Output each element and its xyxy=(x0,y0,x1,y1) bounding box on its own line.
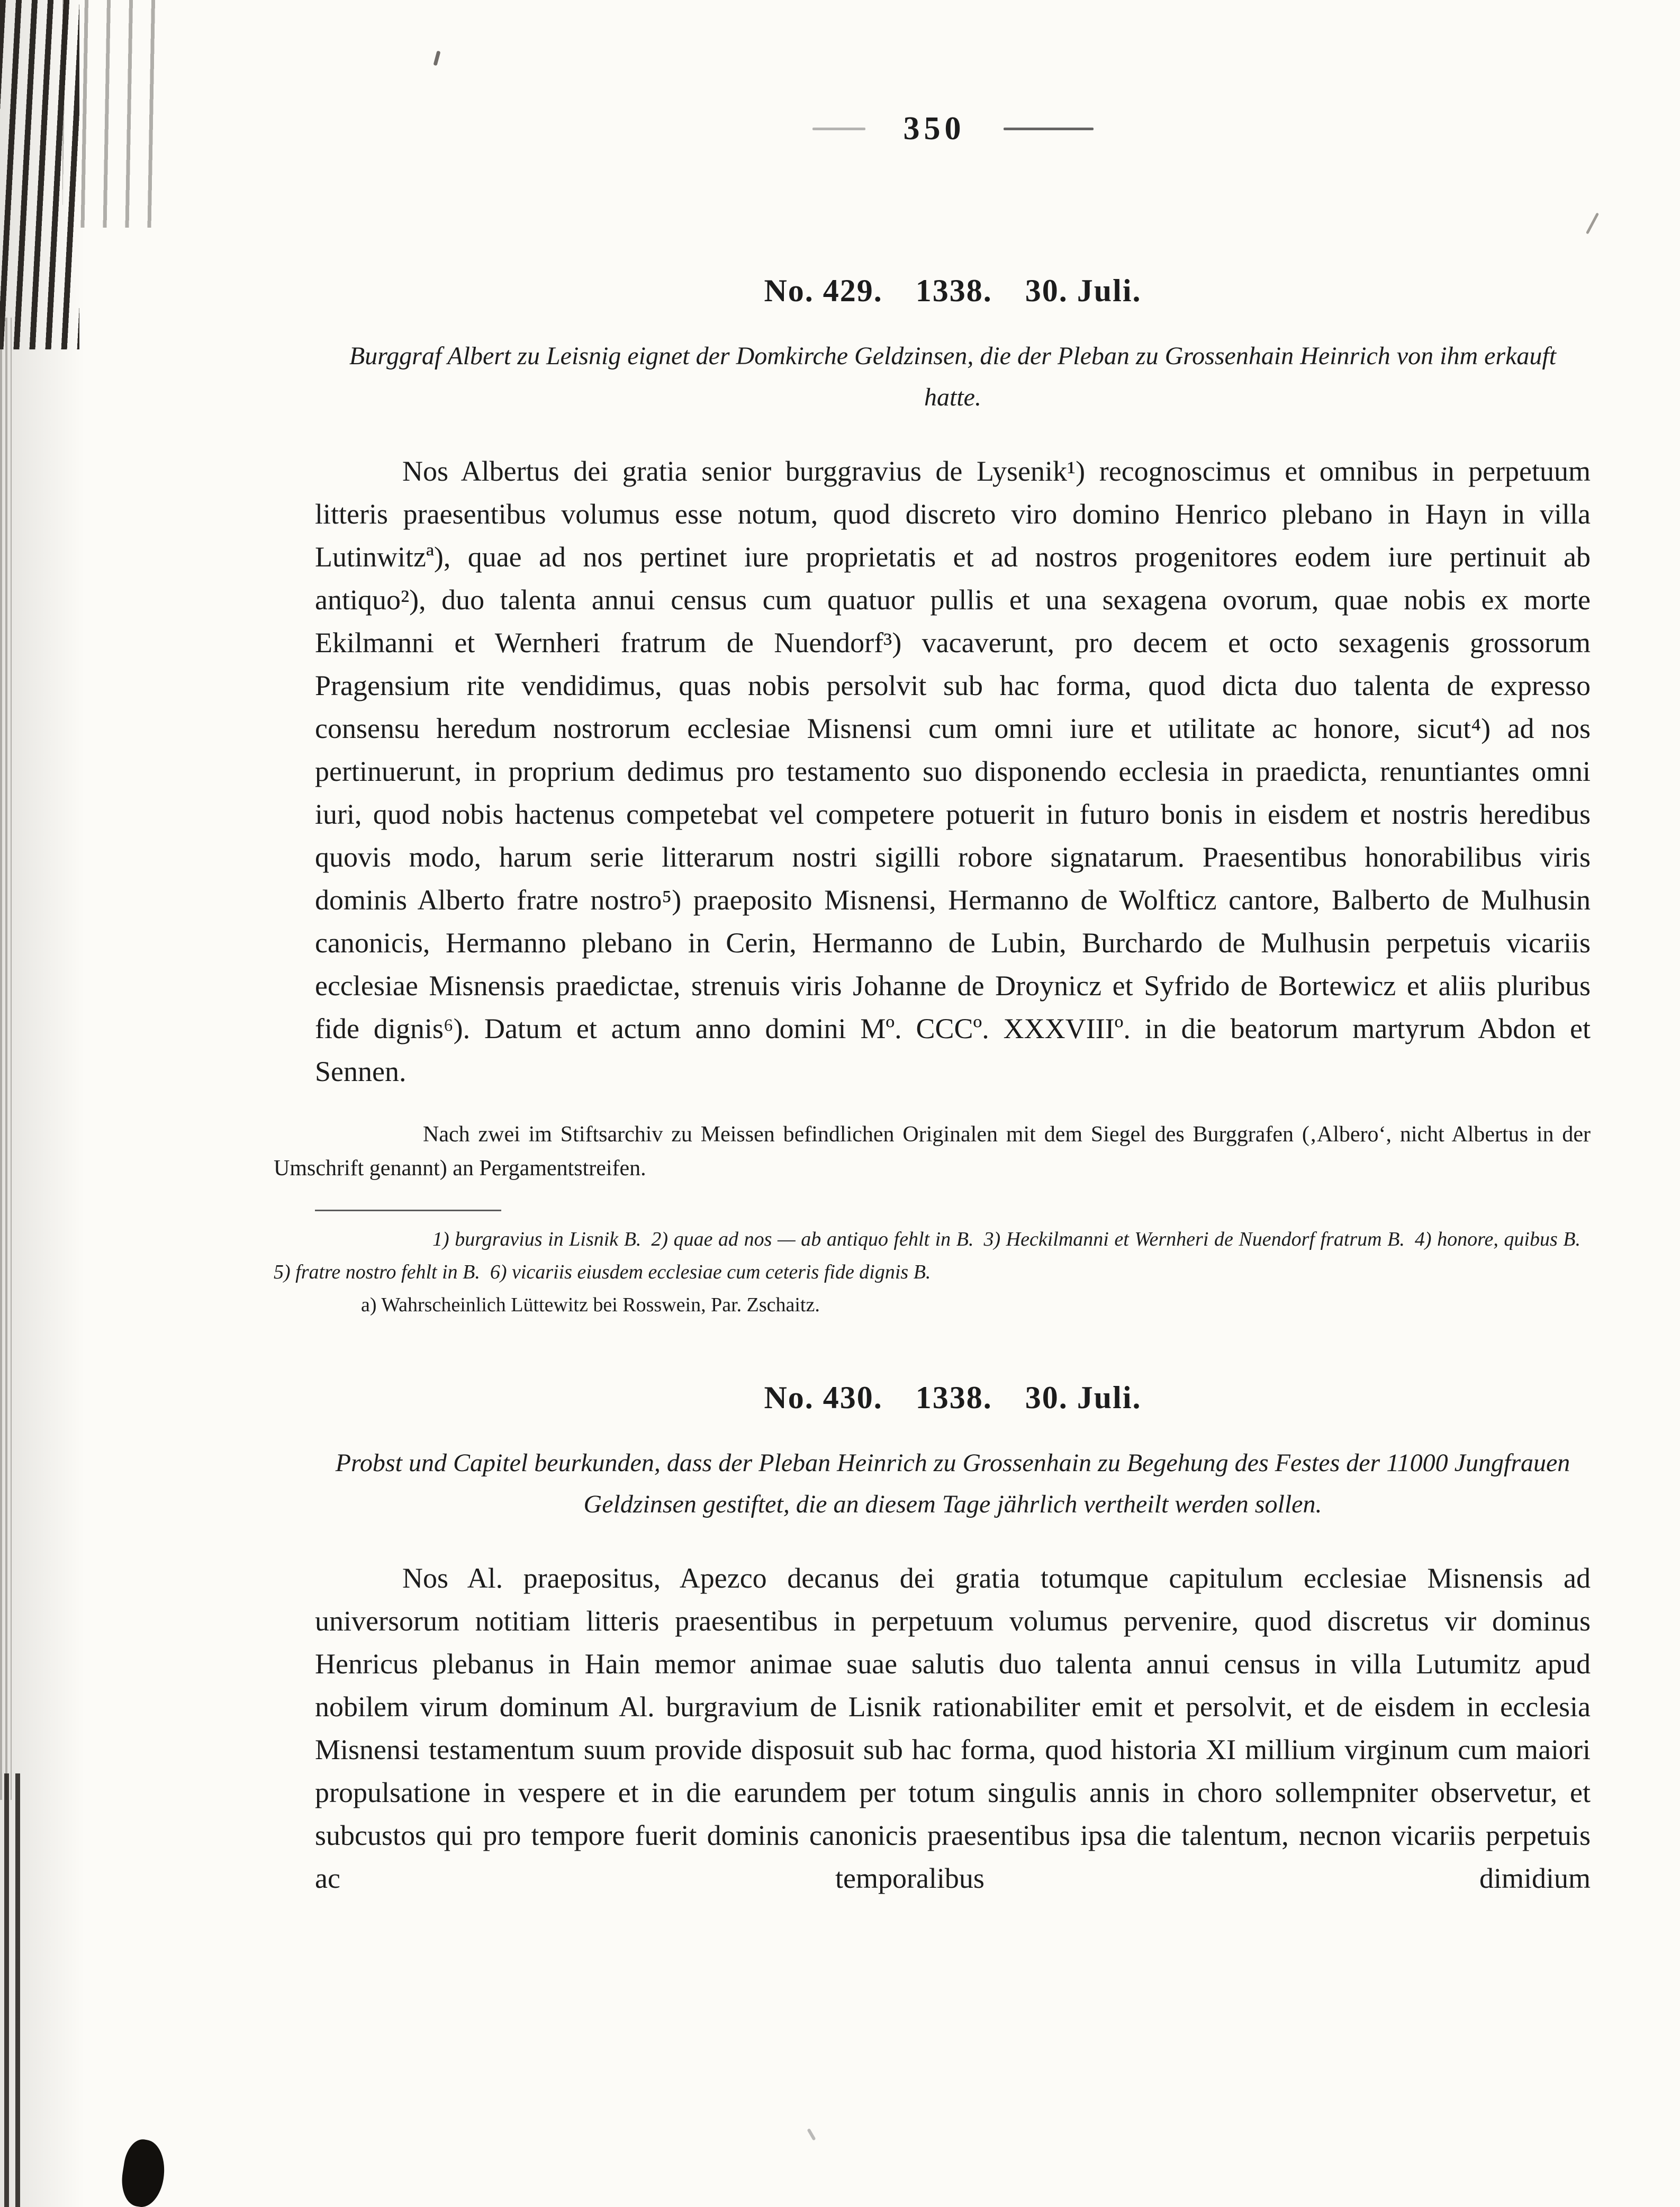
charter-entry-430 xyxy=(315,1380,1591,1900)
entry-heading: No. 430. 1338. 30. Juli. xyxy=(764,1380,1142,1415)
scan-artifact-corner-blob xyxy=(118,2137,169,2207)
rule-artifact-left xyxy=(812,128,865,130)
scan-artifact-grave-mark xyxy=(807,2128,816,2141)
entry-body: Nos Al. praepositus, Apezco decanus dei gratia totumque capitulum ecclesiae Misnensis ad universorum notitiam litteris praesentibus in perpetuum volumus pervenire, quod discretus vir dominus Henricus plebanus in Hain memor animae suae salutis duo talenta annui census in villa Lutumitz apud nobilem virum dominum Al. burgravium de Lisnik rationabiliter emit et persolvit, et de eisdem in ecclesia Misnensi testamentum suum provide disposuit sub hac forma, quod historia XI millium virginum cum maiori propulsatione in vespere et in die earundem per totum singulis annis in choro sollempniter observetur, et subcustos qui pro tempore fuerit dominis canonicis praesentibus ipsa die talentum, necnon vicariis perpetuis ac temporalibus dimidium xyxy=(315,1562,1591,1894)
entry-summary: Probst und Capitel beurkunden, dass der Pleban Heinrich zu Grossenhain zu Begehung des Festes der 11000 Jungfrauen Geldzinsen gestiftet, die an diesem Tage jährlich vertheilt werden sollen. xyxy=(335,1449,1570,1518)
archival-note: Nach zwei im Stiftsarchiv zu Meissen befindlichen Originalen mit dem Siegel des Burggrafen (‚Albero‘, nicht Albertus in der Umschrift genannt) an Pergamentstreifen. xyxy=(274,1122,1591,1181)
scan-artifact-top-left-hatch-light xyxy=(62,0,160,228)
page-number: 350 xyxy=(903,111,965,147)
entry-body: Nos Albertus dei gratia senior burggravius de Lysenik¹) recognoscimus et omnibus in perpetuum litteris praesentibus volumus esse notum, quod discreto viro domino Henrico plebano in Hayn in villa Lutinwitzª), quae ad nos pertinet iure proprietatis et ad nostros progenitores eodem iure pertinuit ab antiquo²), duo talenta annui census cum quatuor pullis et una sexagena ovorum, quae nobis ex morte Ekilmanni et Wernheri fratrum de Nuendorf³) vacaverunt, pro decem et octo sexagenis grossorum Pragensium rite vendidimus, quas nobis persolvit sub hac forma, quod dicta duo talenta de expresso consensu heredum nostrorum ecclesiae Misnensi cum omni iure et utilitate ac honore, sicut⁴) ad nos pertinuerunt, in proprium dedimus pro testamento suo disponendo ecclesia in praedicta, renuntiantes omni iuri, quod nobis hactenus competebat vel competere potuerit in futuro bonis in eisdem et nostris heredibus quovis modo, harum serie litterarum nostri sigilli robore signatarum. Praesentibus honorabilibus viris dominis Alberto fratre nostro⁵) praeposito Misnensi, Hermanno de Wolfticz cantore, Balberto de Mulhusin canonicis, Hermanno plebano in Cerin, Hermanno de Lubin, Burchardo de Mulhusin perpetuis vicariis ecclesiae Misnensis praedictae, strenuis viris Johanne de Droynicz et Syfrido de Bortewicz et aliis pluribus fide dignis⁶). Datum et actum anno domini Mº. CCCº. XXXVIIIº. in die beatorum martyrum Abdon et Sennen. xyxy=(315,455,1591,1087)
binding-shadow xyxy=(0,0,85,2207)
entry-heading: No. 429. 1338. 30. Juli. xyxy=(764,273,1142,308)
scan-artifact-top-left-hatch xyxy=(0,0,79,349)
scan-artifact-bottom-left-streaks xyxy=(4,1773,26,2207)
page-content xyxy=(274,0,1591,1900)
charter-entry-429 xyxy=(274,273,1591,1321)
footnote-lettered: a) Wahrscheinlich Lüttewitz bei Rosswein, Par. Zschaitz. xyxy=(361,1294,820,1316)
rule-artifact-right xyxy=(1004,128,1094,130)
footnote-rule xyxy=(315,1210,501,1211)
footnotes-numbered: 1) burgravius in Lisnik B. 2) quae ad nos — ab antiquo fehlt in B. 3) Heckilmanni et Wernheri de Nuendorf fratrum B. 4) honore, quibus B. 5) fratre nostro fehlt in B. 6) vicariis eiusdem ecclesiae cum ceteris fide dignis B. xyxy=(274,1228,1591,1283)
page-header xyxy=(315,110,1591,148)
entry-summary: Burggraf Albert zu Leisnig eignet der Domkirche Geldzinsen, die der Pleban zu Grossenhain Heinrich von ihm erkauft hatte. xyxy=(349,342,1557,411)
scan-artifact-left-strip xyxy=(0,318,12,1800)
